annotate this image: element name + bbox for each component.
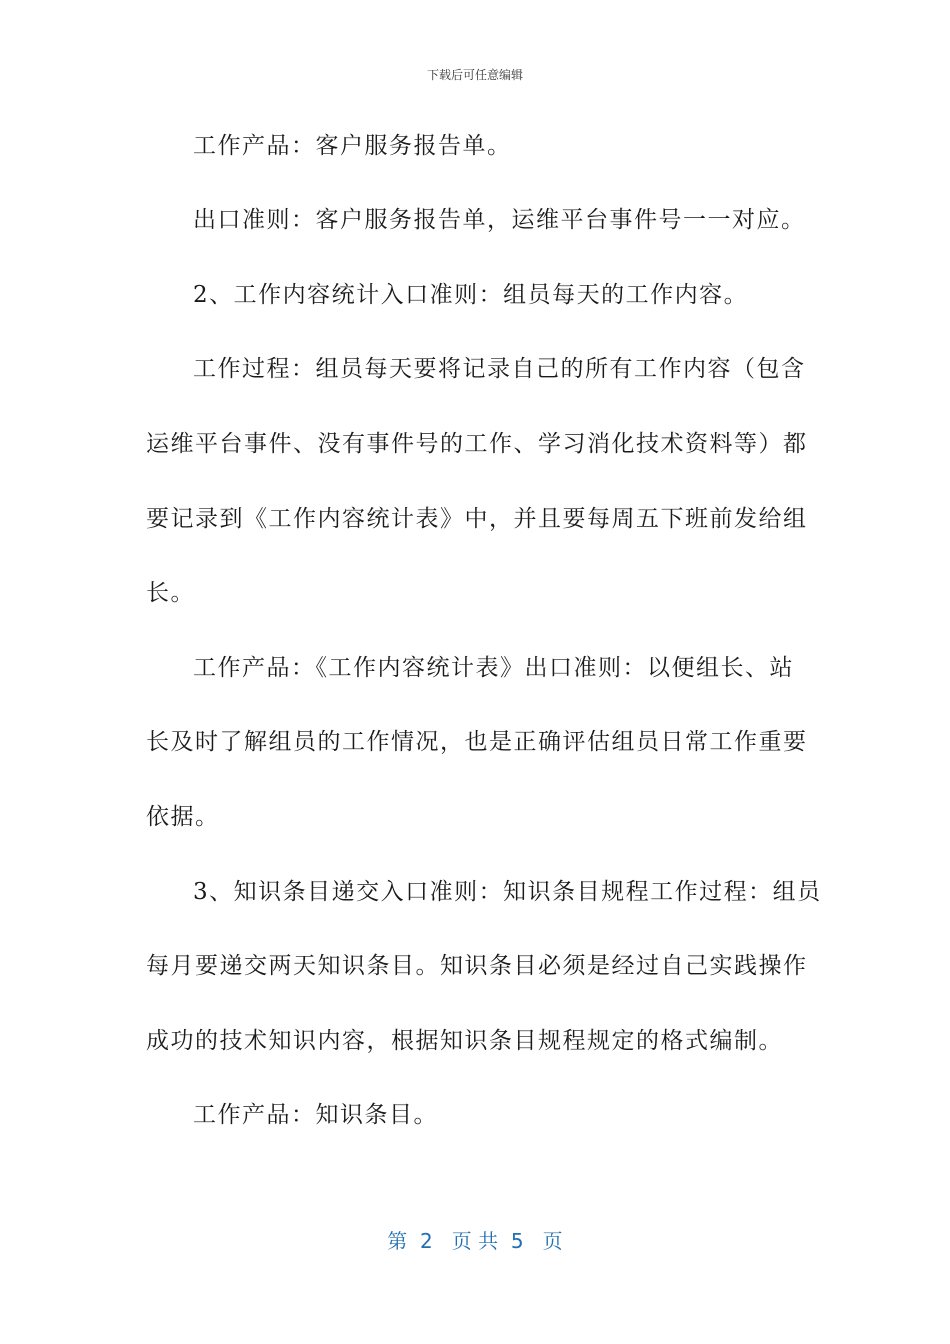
page-number-footer: 第 2 页 共 5 页 (387, 1229, 563, 1253)
body-line-9: 长及时了解组员的工作情况，也是正确评估组员日常工作重要 (146, 729, 808, 755)
body-line-7: 长。 (146, 580, 195, 606)
body-line-5: 运维平台事件、没有事件号的工作、学习消化技术资料等）都 (146, 431, 808, 457)
body-line-14: 工作产品：知识条目。 (193, 1102, 438, 1128)
body-line-1: 工作产品：客户服务报告单。 (193, 133, 512, 159)
body-line-12: 每月要递交两天知识条目。知识条目必须是经过自己实践操作 (146, 953, 808, 979)
body-line-6: 要记录到《工作内容统计表》中，并且要每周五下班前发给组 (146, 506, 808, 532)
body-line-11: 3、知识条目递交入口准则：知识条目规程工作过程：组员 (193, 879, 822, 905)
body-line-4: 工作过程：组员每天要将记录自己的所有工作内容（包含 (193, 356, 806, 382)
body-line-10: 依据。 (146, 804, 220, 830)
body-line-3: 2、工作内容统计入口准则：组员每天的工作内容。 (193, 282, 749, 308)
body-line-2: 出口准则：客户服务报告单，运维平台事件号一一对应。 (193, 207, 806, 233)
body-line-8: 工作产品：《工作内容统计表》出口准则：以便组长、站 (193, 655, 794, 681)
page-header: 下载后可任意编辑 (426, 68, 523, 82)
body-line-13: 成功的技术知识内容，根据知识条目规程规定的格式编制。 (146, 1028, 783, 1054)
